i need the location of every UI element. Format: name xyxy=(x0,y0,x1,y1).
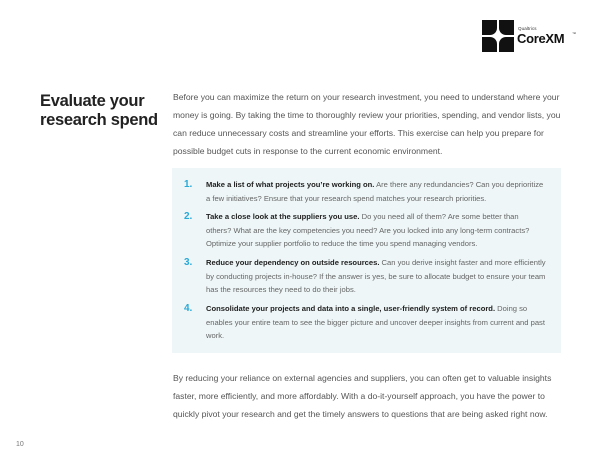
step-item xyxy=(186,302,546,343)
step-body: Doing so enables your entire team to see the bigger picture and uncover deeper insights from current and past work. xyxy=(206,304,545,341)
step-number: 3. xyxy=(184,257,193,268)
step-item xyxy=(186,178,546,205)
logo-brand: Qualtrics xyxy=(518,26,537,31)
step-body: Do you need all of them? Are some better than others? What are the key competencies you need? Are you locked into any long-term contracts? Optimize your supplier portfolio to reduce the time you spend managing vendors. xyxy=(206,212,530,249)
step-title: Take a close look at the suppliers you use. xyxy=(206,212,360,221)
step-item xyxy=(186,256,546,297)
page-number: 10 xyxy=(16,441,24,448)
page-heading: Evaluate your research spend xyxy=(40,92,158,129)
step-body: Can you derive insight faster and more efficiently by conducting projects in-house? If the answer is yes, be sure to allocate budget to ensure your team has the resources they need to do their jobs. xyxy=(206,258,546,295)
steps-callout-box xyxy=(172,168,561,353)
step-number: 1. xyxy=(184,179,193,190)
step-title: Consolidate your projects and data into a single, user-friendly system of record. xyxy=(206,304,496,313)
step-number: 2. xyxy=(184,211,193,222)
step-title: Make a list of what projects you’re working on. xyxy=(206,180,375,189)
intro-paragraph: Before you can maximize the return on your research investment, you need to understand where your money is going. By taking the time to thoroughly review your priorities, spending, and vendor lists, you can reduce unnecessary costs and streamline your efforts. This exercise can help you prepare for possible budget cuts in response to the current economic environment. xyxy=(173,92,561,156)
closing-paragraph: By reducing your reliance on external agencies and suppliers, you can often get to valuable insights faster, more efficiently, and more affordably. With a do-it-yourself approach, you have the power to quickly pivot your research and get the timely answers to questions that are being asked right now. xyxy=(173,373,552,419)
step-number: 4. xyxy=(184,303,193,314)
logo-product: CoreXM xyxy=(517,31,565,46)
step-item xyxy=(186,210,546,251)
qualtrics-corexm-logo xyxy=(482,20,582,54)
step-body: Are there any redundancies? Can you deprioritize a few initiatives? Ensure that your research spend matches your research priorities. xyxy=(206,180,544,203)
logo-mark-icon xyxy=(482,20,514,52)
logo-trademark: ™ xyxy=(572,31,576,36)
step-title: Reduce your dependency on outside resources. xyxy=(206,258,380,267)
